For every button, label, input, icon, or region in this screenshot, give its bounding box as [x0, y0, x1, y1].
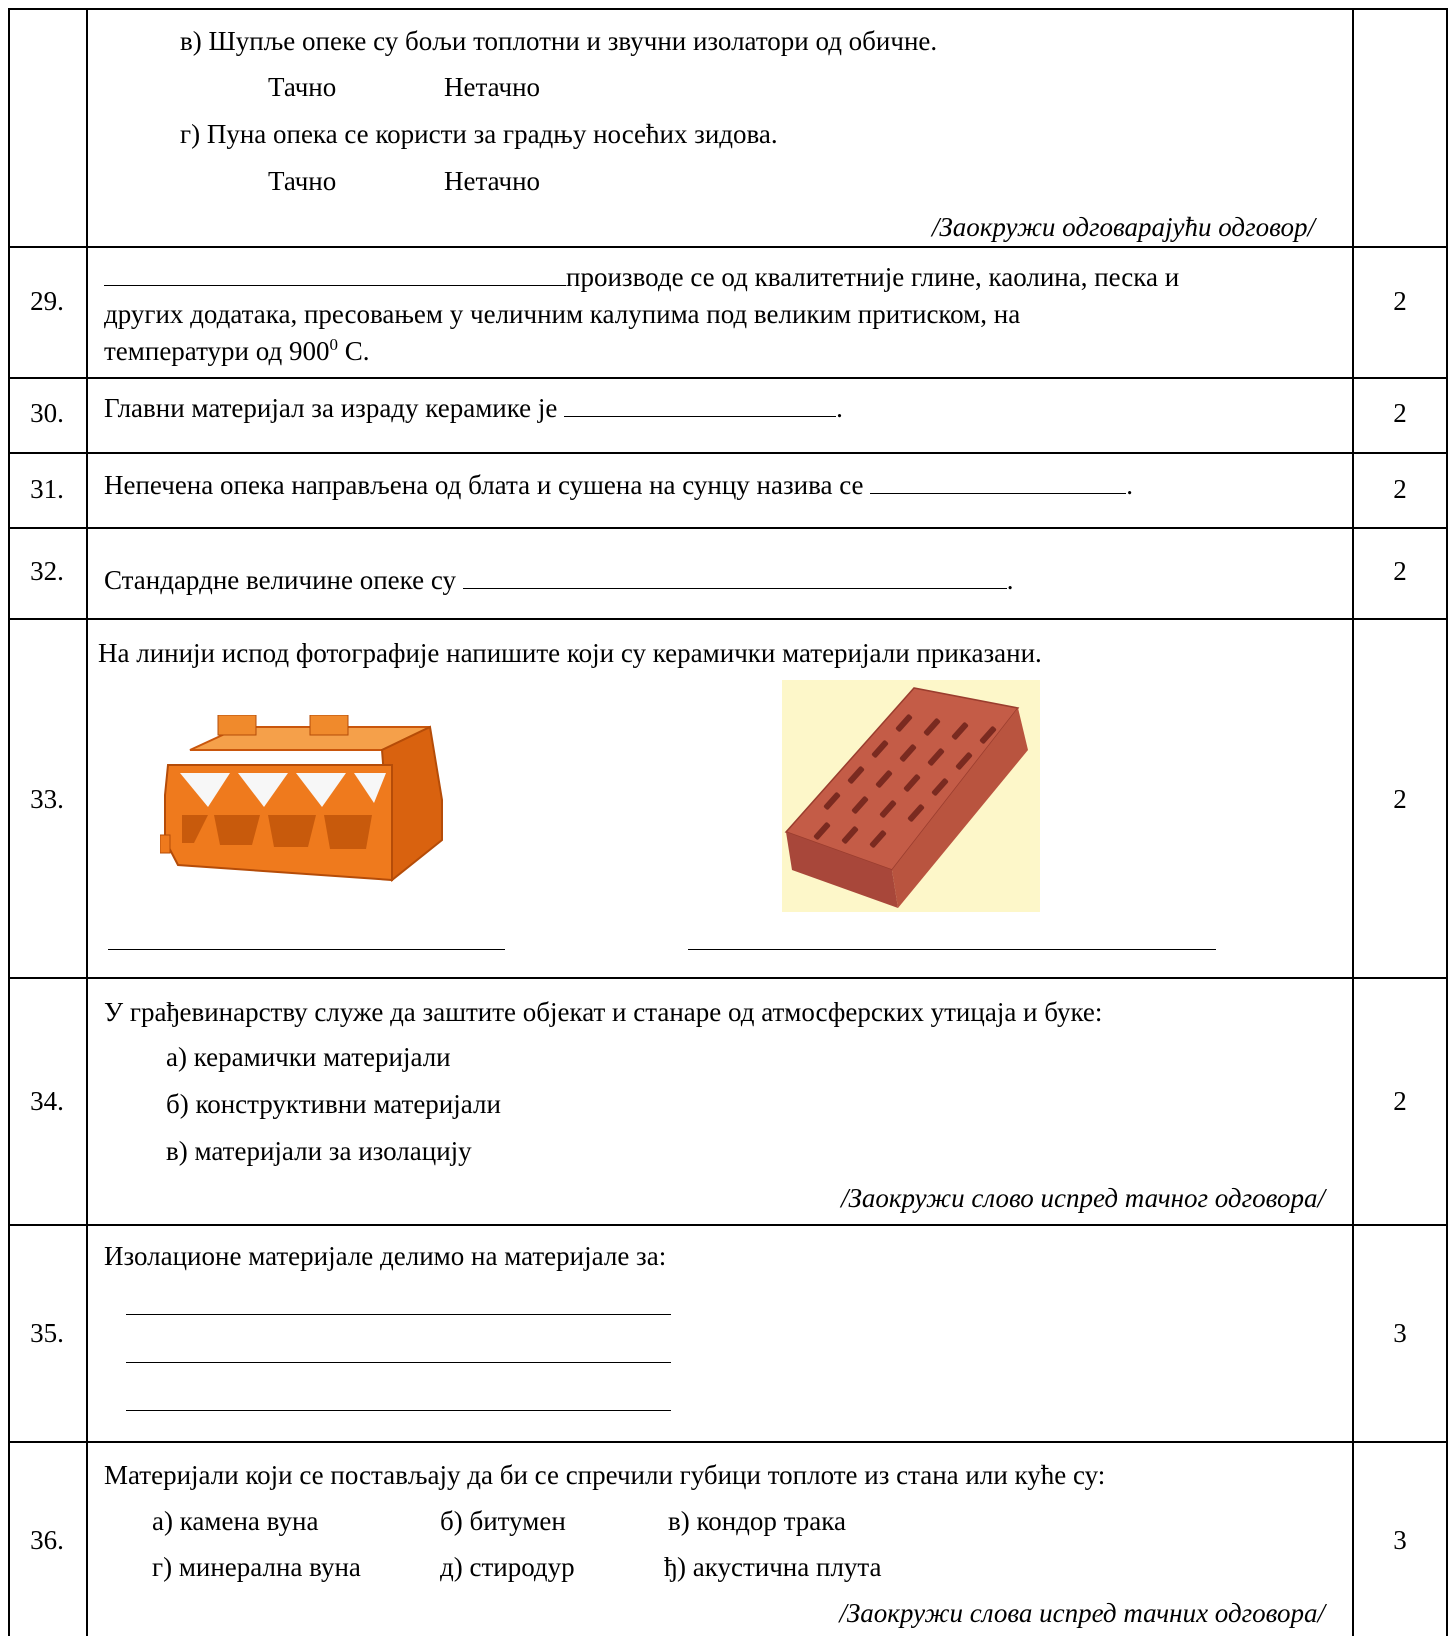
question-29-text: производе се од квалитетније глине, каолина, песка и	[566, 262, 1180, 292]
table-border-number-col	[86, 8, 88, 1636]
question-28-instruction: /Заокружи одговарајући одговор/	[931, 212, 1315, 242]
question-35-text: Изолационе материјале делимо на материјале за:	[104, 1241, 667, 1271]
question-34-text: У грађевинарству служе да заштите објекат и станаре од атмосферских утицаја и буке:	[104, 997, 1103, 1027]
answer-false[interactable]: Нетачно	[444, 166, 541, 196]
answer-option[interactable]: ђ) акустична плута	[664, 1552, 882, 1582]
question-36-instruction: /Заокружи слова испред тачних одговора/	[839, 1598, 1325, 1628]
answer-blank[interactable]	[870, 469, 1126, 494]
perforated-brick-image	[782, 680, 1040, 912]
question-29-text: температури од 900	[104, 336, 330, 366]
question-29-line-3	[104, 334, 369, 368]
question-points: 2	[1393, 286, 1407, 316]
answer-true[interactable]: Тачно	[268, 72, 337, 102]
answer-blank[interactable]	[564, 392, 836, 417]
row-divider	[8, 977, 1448, 979]
table-border-points-col	[1352, 8, 1354, 1636]
question-29-text: C.	[337, 336, 370, 366]
question-33-text: На линији испод фотографије напишите који су керамички материјали приказани.	[98, 638, 1042, 668]
question-points: 2	[1393, 556, 1407, 586]
question-points: 2	[1393, 784, 1407, 814]
question-number: 29.	[30, 286, 64, 316]
answer-option[interactable]: д) стиродур	[440, 1552, 575, 1582]
row-divider	[8, 1441, 1448, 1443]
answer-line[interactable]	[688, 949, 1216, 950]
question-number: 30.	[30, 398, 64, 428]
hollow-roof-brick-image	[160, 715, 450, 900]
punctuation: .	[836, 393, 843, 423]
answer-blank[interactable]	[104, 261, 566, 286]
question-number: 31.	[30, 474, 64, 504]
table-border-left	[8, 8, 10, 1636]
answer-option[interactable]: в) кондор трака	[668, 1506, 846, 1536]
answer-true[interactable]: Тачно	[268, 166, 337, 196]
question-number: 35.	[30, 1318, 64, 1348]
question-29-line-1	[104, 260, 1179, 294]
table-border-right	[1446, 8, 1448, 1636]
answer-line[interactable]	[108, 949, 505, 950]
row-divider	[8, 1224, 1448, 1226]
question-points: 2	[1393, 474, 1407, 504]
row-divider	[8, 8, 1448, 10]
question-29-line-2: других додатака, пресовањем у челичним калупима под великим притиском, на	[104, 299, 1021, 329]
row-divider	[8, 452, 1448, 454]
answer-line[interactable]	[126, 1314, 671, 1315]
punctuation: .	[1006, 565, 1014, 595]
question-number: 36.	[30, 1525, 64, 1555]
question-number: 34.	[30, 1086, 64, 1116]
answer-option[interactable]: а) керамички материјали	[166, 1042, 451, 1072]
answer-option[interactable]: а) камена вуна	[152, 1506, 319, 1536]
question-number: 32.	[30, 556, 64, 586]
question-31	[104, 468, 1133, 502]
question-number: 33.	[30, 784, 64, 814]
row-divider	[8, 527, 1448, 529]
row-divider	[8, 246, 1448, 248]
answer-line[interactable]	[126, 1362, 671, 1363]
question-30	[104, 391, 843, 425]
answer-option[interactable]: б) конструктивни материјали	[166, 1089, 501, 1119]
answer-false[interactable]: Нетачно	[444, 72, 541, 102]
answer-option[interactable]: б) битумен	[440, 1506, 566, 1536]
question-32-text: Стандардне величине опеке су	[104, 565, 456, 595]
question-32	[104, 563, 1013, 597]
degree-superscript: 0	[329, 335, 338, 354]
question-34-instruction: /Заокружи слово испред тачног одговора/	[841, 1183, 1325, 1213]
question-31-text: Непечена опека направљена од блата и сушена на сунцу назива се	[104, 470, 864, 500]
question-points: 2	[1393, 398, 1407, 428]
question-36-text: Материјали који се постављају да би се спречили губици топлоте из стана или куће су:	[104, 1460, 1106, 1490]
question-points: 3	[1393, 1525, 1407, 1555]
punctuation: .	[1126, 470, 1134, 500]
question-points: 2	[1393, 1086, 1407, 1116]
answer-option[interactable]: в) материјали за изолацију	[166, 1136, 472, 1166]
answer-option[interactable]: г) минерална вуна	[152, 1552, 361, 1582]
question-30-text: Главни материјал за израду керамике је	[104, 393, 558, 423]
question-points: 3	[1393, 1318, 1407, 1348]
answer-line[interactable]	[126, 1410, 671, 1411]
row-divider	[8, 377, 1448, 379]
question-28-item-v: в) Шупље опеке су бољи топлотни и звучни изолатори од обичне.	[180, 26, 938, 56]
row-divider	[8, 618, 1448, 620]
question-28-item-g: г) Пуна опека се користи за градњу носећих зидова.	[180, 119, 778, 149]
answer-blank[interactable]	[463, 564, 1007, 589]
